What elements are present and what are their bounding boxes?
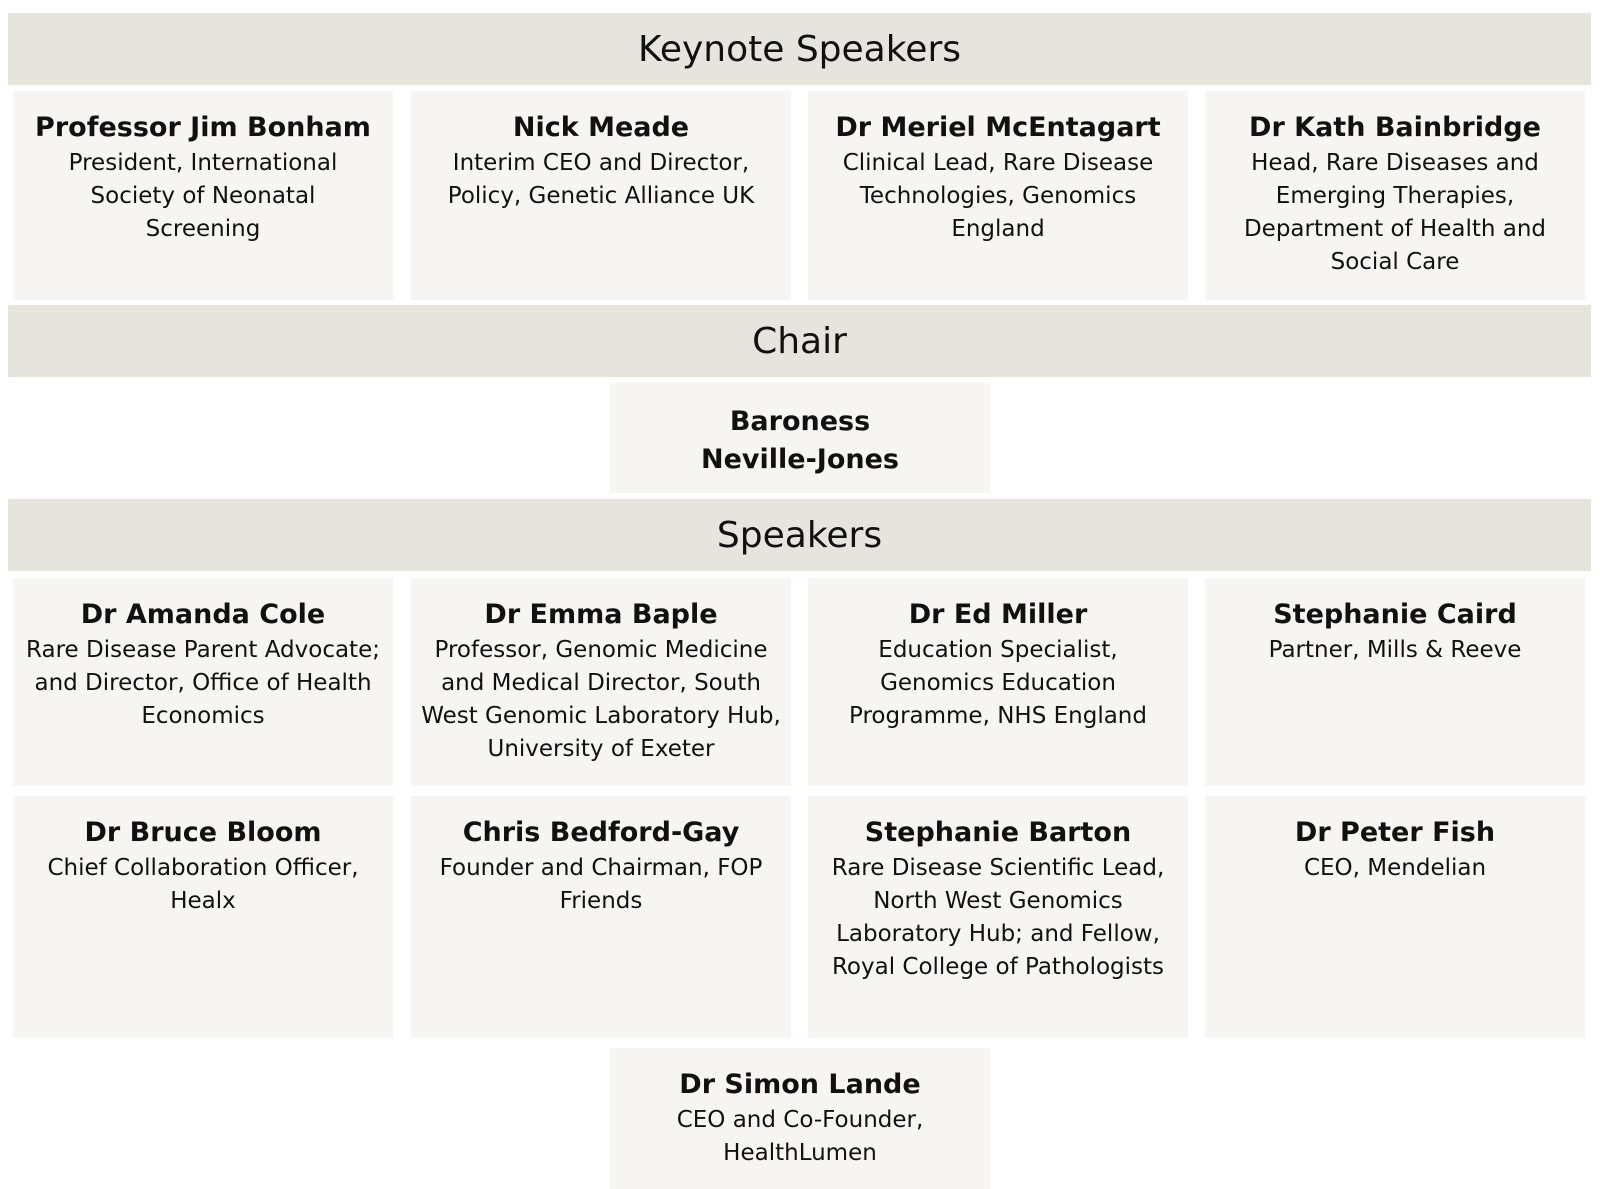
speaker-name: Stephanie Caird	[1273, 599, 1517, 630]
speaker-role: Partner, Mills & Reeve	[1268, 637, 1522, 663]
speaker-name: Dr Bruce Bloom	[84, 817, 322, 848]
speaker-role: Founder and Chairman, FOP Friends	[439, 855, 763, 914]
speaker-card-ed-miller	[808, 578, 1188, 786]
speaker-name: Dr Simon Lande	[679, 1069, 921, 1100]
keynote-card-jim-bonham	[13, 91, 393, 300]
speaker-name: Dr Ed Miller	[908, 599, 1088, 630]
speaker-name: Dr Emma Baple	[484, 599, 718, 630]
speaker-name: Chris Bedford-Gay	[462, 817, 740, 848]
keynote-card-meriel-mcentagart	[808, 91, 1188, 300]
speaker-name: Dr Meriel McEntagart	[835, 112, 1161, 143]
speaker-name: Dr Amanda Cole	[80, 599, 326, 630]
speaker-role: Education Specialist, Genomics Education Programme, NHS England	[848, 637, 1147, 729]
speaker-card-amanda-cole	[13, 578, 393, 786]
chair-name: Baroness Neville-Jones	[701, 406, 899, 475]
speaker-name: Professor Jim Bonham	[35, 112, 371, 143]
speaker-card-peter-fish	[1205, 796, 1585, 1038]
speaker-role: Clinical Lead, Rare Disease Technologies, Genomics England	[842, 150, 1154, 242]
speaker-card-chris-bedford-gay	[411, 796, 791, 1038]
speaker-card-bruce-bloom	[13, 796, 393, 1038]
speaker-role: Chief Collaboration Officer, Healx	[47, 855, 359, 914]
speaker-card-emma-baple	[411, 578, 791, 786]
speaker-card-stephanie-barton	[808, 796, 1188, 1038]
keynote-card-kath-bainbridge	[1205, 91, 1585, 300]
speaker-name: Nick Meade	[512, 112, 690, 143]
speaker-role: Professor, Genomic Medicine and Medical Director, South West Genomic Laboratory Hub, University of Exeter	[421, 637, 781, 762]
speaker-name: Dr Kath Bainbridge	[1249, 112, 1541, 143]
keynote-speakers-heading: Keynote Speakers	[8, 13, 1591, 85]
speakers-heading: Speakers	[8, 499, 1591, 571]
speaker-role: Rare Disease Parent Advocate; and Director, Office of Health Economics	[26, 637, 380, 729]
speaker-card-simon-lande	[610, 1048, 990, 1189]
speaker-role: Rare Disease Scientific Lead, North West Genomics Laboratory Hub; and Fellow, Royal College of Pathologists	[831, 855, 1165, 980]
speaker-role: CEO and Co-Founder, HealthLumen	[676, 1107, 924, 1166]
speaker-role: Interim CEO and Director, Policy, Genetic Alliance UK	[447, 150, 755, 209]
speaker-card-stephanie-caird	[1205, 578, 1585, 786]
speaker-role: Head, Rare Diseases and Emerging Therapies, Department of Health and Social Care	[1243, 150, 1547, 275]
speaker-role: President, International Society of Neonatal Screening	[68, 150, 338, 242]
chair-heading: Chair	[8, 305, 1591, 377]
keynote-card-nick-meade	[411, 91, 791, 300]
chair-card-neville-jones	[610, 383, 990, 493]
speaker-role: CEO, Mendelian	[1303, 855, 1487, 881]
speaker-name: Dr Peter Fish	[1294, 817, 1496, 848]
speaker-name: Stephanie Barton	[864, 817, 1132, 848]
